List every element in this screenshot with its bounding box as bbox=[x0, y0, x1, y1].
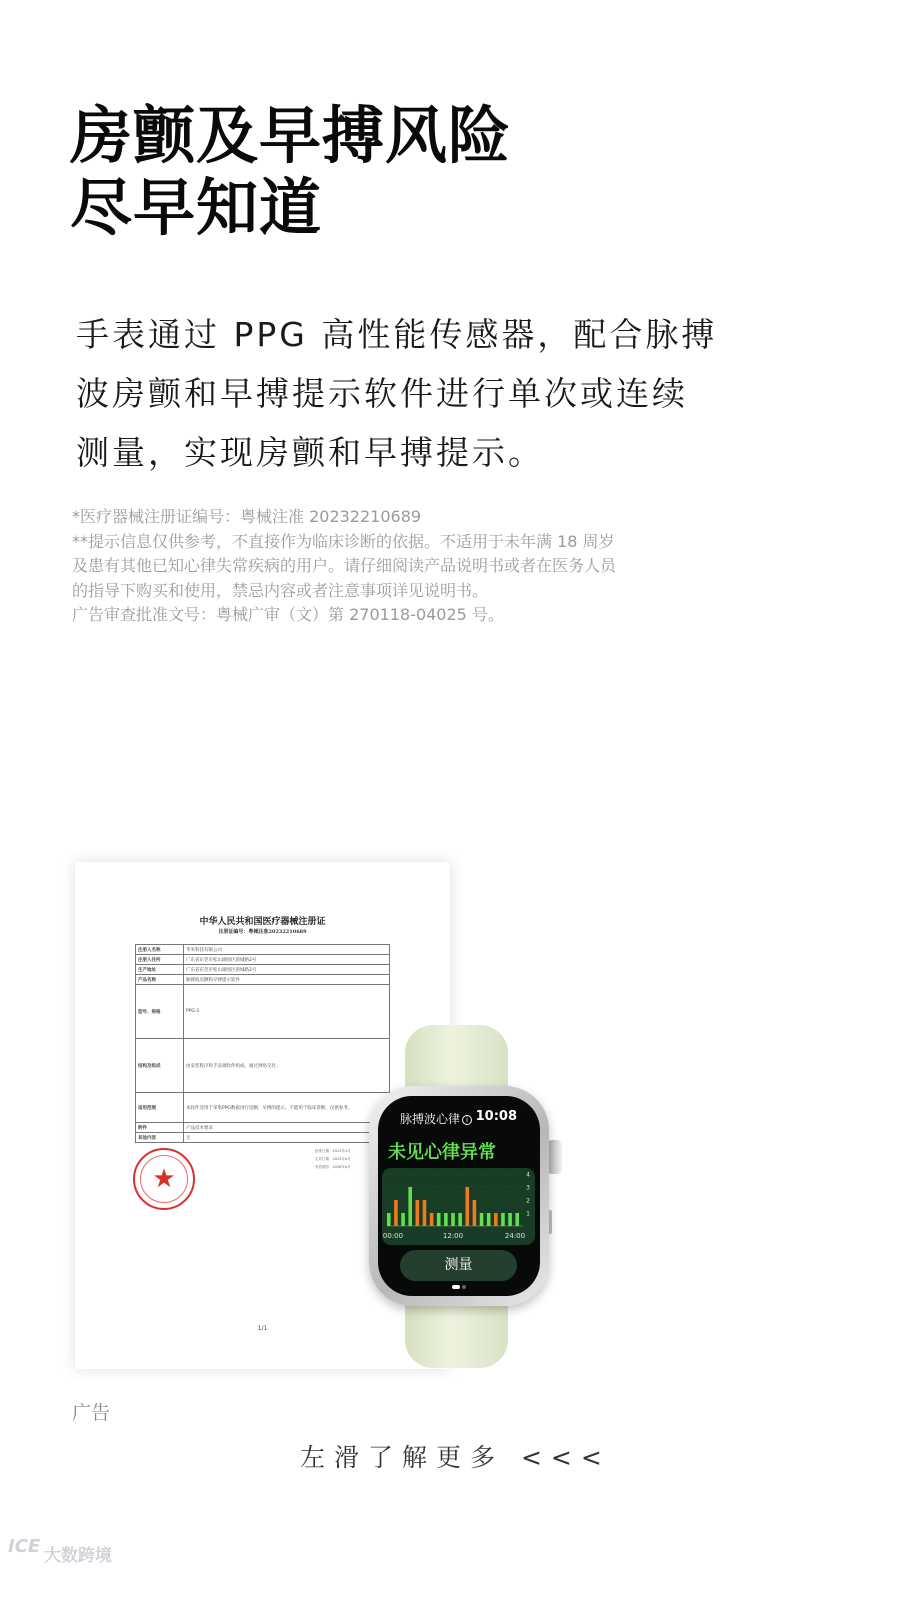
feature-description bbox=[76, 305, 796, 482]
chart-bar-green bbox=[508, 1213, 512, 1226]
table-row: 型号、规格 PPG-1 bbox=[136, 985, 390, 1039]
chart-bar-orange bbox=[416, 1200, 420, 1226]
swipe-hint[interactable]: 左滑了解更多 <<< bbox=[300, 1443, 611, 1472]
certificate-page-number: 1/1 bbox=[257, 1325, 268, 1332]
chart-y-tick-label: 2 bbox=[526, 1197, 530, 1205]
chart-x-tick-label: 24:00 bbox=[504, 1232, 526, 1240]
app-title bbox=[400, 1110, 472, 1127]
chart-bar-green bbox=[501, 1213, 505, 1226]
watermark-text: 大数跨境 bbox=[44, 1546, 112, 1566]
chart-y-tick-label: 3 bbox=[526, 1184, 530, 1192]
disclaimer-line-3: 及患有其他已知心律失常疾病的用户。请仔细阅读产品说明书或者在医务人员 bbox=[72, 556, 617, 575]
page-indicator bbox=[378, 1285, 540, 1291]
rhythm-chart bbox=[382, 1168, 535, 1245]
chart-bar-green bbox=[444, 1213, 448, 1226]
digital-crown bbox=[547, 1140, 562, 1174]
official-seal bbox=[133, 1148, 195, 1210]
chart-x-tick-label: 00:00 bbox=[382, 1232, 404, 1240]
table-row: 附件 产品技术要求 bbox=[136, 1123, 390, 1133]
star-icon: ★ bbox=[152, 1164, 176, 1194]
result-text: 未见心律异常 bbox=[388, 1142, 496, 1163]
chart-bar-green bbox=[387, 1213, 391, 1226]
chart-bar-orange bbox=[494, 1213, 498, 1226]
headline bbox=[70, 100, 511, 244]
chart-bar-orange bbox=[423, 1200, 427, 1226]
chart-bar-green bbox=[515, 1213, 519, 1226]
disclaimer-line-1: *医疗器械注册证编号：粤械注准 20232210689 bbox=[72, 507, 422, 526]
measure-button[interactable]: 测量 bbox=[400, 1250, 517, 1281]
chart-y-tick-label: 4 bbox=[526, 1171, 530, 1179]
table-row: 生产地址 广东省东莞市松山湖园区新城路2号 bbox=[136, 965, 390, 975]
description-line-3: 测量，实现房颤和早搏提示。 bbox=[76, 433, 544, 472]
chart-bar-green bbox=[451, 1213, 455, 1226]
table-row: 适用范围 本软件适用于采集PPG数据进行房颤、早搏的提示，不能用于临床诊断，仅供参考。 bbox=[136, 1093, 390, 1123]
chart-bar-green bbox=[401, 1213, 405, 1226]
chart-bar-orange bbox=[394, 1200, 398, 1226]
certificate-table bbox=[135, 944, 390, 1143]
table-row: 注册人住所 广东省东莞市松山湖园区新城路2号 bbox=[136, 955, 390, 965]
headline-line-1: 房颤及早搏风险 bbox=[70, 99, 512, 172]
page-dot bbox=[462, 1285, 466, 1289]
disclaimer-line-2: **提示信息仅供参考，不直接作为临床诊断的依据。不适用于未年满 18 周岁 bbox=[72, 531, 615, 551]
disclaimer bbox=[72, 505, 712, 628]
table-row: 产品名称 脉搏波房颤和早搏提示软件 bbox=[136, 975, 390, 985]
chart-bar-green bbox=[458, 1213, 462, 1226]
certificate-number: 注册证编号：粤械注准20232210689 bbox=[218, 929, 307, 935]
chart-bar-orange bbox=[465, 1187, 469, 1226]
description-line-1: 手表通过 PPG 高性能传感器，配合脉搏 bbox=[76, 315, 718, 354]
disclaimer-line-5: 广告审查批准文号：粤械广审（文）第 270118-04025 号。 bbox=[72, 605, 504, 624]
info-icon[interactable]: i bbox=[462, 1115, 472, 1125]
rhythm-chart-svg bbox=[382, 1168, 535, 1245]
certificate-dates: 批准日期：2023年4月 生效日期：2023年4月 有效期至：2028年4月 bbox=[315, 1149, 351, 1169]
table-row: 其他内容 无 bbox=[136, 1133, 390, 1143]
watermark-logo-icon: ICE bbox=[8, 1536, 41, 1557]
chart-bar-green bbox=[437, 1213, 441, 1226]
description-line-2: 波房颤和早搏提示软件进行单次或连续 bbox=[76, 374, 688, 413]
app-title-text: 脉搏波心律 bbox=[400, 1112, 461, 1126]
certificate-title: 中华人民共和国医疗器械注册证 bbox=[199, 917, 326, 927]
chart-bar-orange bbox=[430, 1213, 434, 1226]
table-row: 注册人名称 华米科技有限公司 bbox=[136, 945, 390, 955]
chart-bar-green bbox=[487, 1213, 491, 1226]
chart-bar-orange bbox=[473, 1200, 477, 1226]
ad-label: 广告 bbox=[72, 1402, 111, 1424]
chart-bar-green bbox=[480, 1213, 484, 1226]
disclaimer-line-4: 的指导下购买和使用，禁忌内容或者注意事项详见说明书。 bbox=[72, 580, 489, 600]
clock-time: 10:08 bbox=[475, 1109, 517, 1124]
headline-line-2: 尽早知道 bbox=[70, 171, 323, 244]
chart-y-tick-label: 1 bbox=[526, 1210, 530, 1218]
chart-bar-green bbox=[408, 1187, 412, 1226]
watch-screen bbox=[378, 1096, 540, 1296]
page-dot-active bbox=[452, 1285, 460, 1289]
table-row: 结构及组成 由安装程序和手表端软件组成，通过网络交付。 bbox=[136, 1039, 390, 1093]
chart-x-tick-label: 12:00 bbox=[442, 1232, 464, 1240]
